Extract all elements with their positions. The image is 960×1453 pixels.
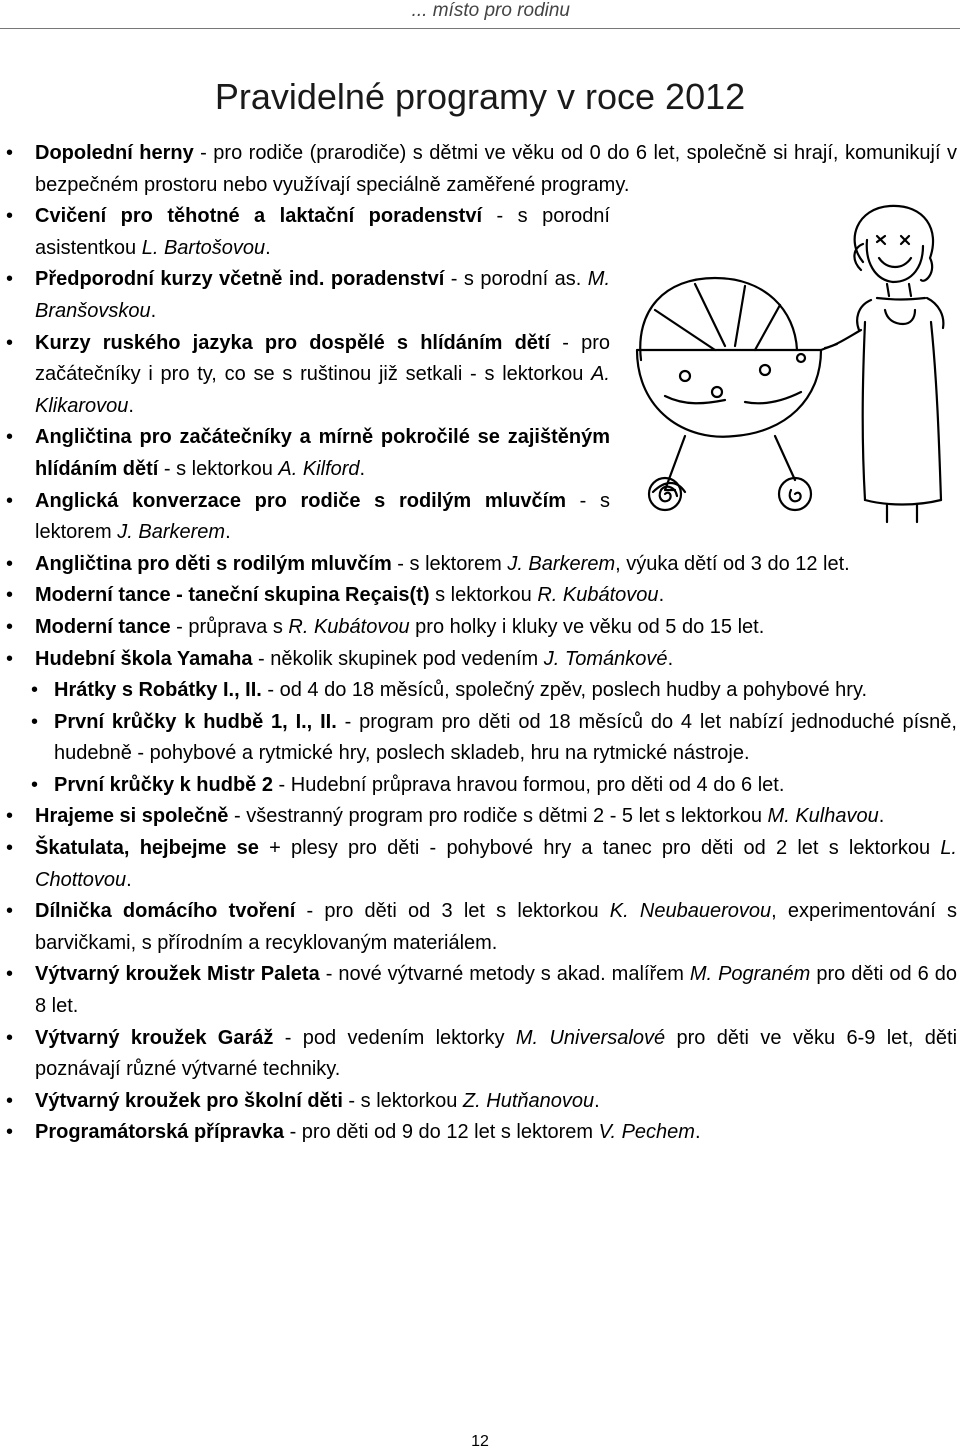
list-item: • Škatulata, hejbejme se + plesy pro děti - pohybové hry a tanec pro děti od 2 let s lektorkou L. Chottovou. <box>35 833 957 896</box>
list-item: • Cvičení pro těhotné a laktační poradenství - s porodní asistentkou L. Bartošovou. <box>35 201 610 264</box>
list-item: • Angličtina pro děti s rodilým mluvčím - s lektorem J. Barkerem, výuka dětí od 3 do 12 let. <box>35 549 957 581</box>
list-item: • Dílnička domácího tvoření - pro děti od 3 let s lektorkou K. Neubauerovou, experimentování s barvičkami, s přírodním a recyklovaným materiálem. <box>35 896 957 959</box>
list-item: • Angličtina pro začátečníky a mírně pokročilé se zajištěným hlídáním dětí - s lektorkou A. Kilford. <box>35 422 610 485</box>
list-item: • Moderní tance - taneční skupina Reçais(t) s lektorkou R. Kubátovou. <box>35 580 957 612</box>
list-item: • Hrajeme si společně - všestranný program pro rodiče s dětmi 2 - 5 let s lektorkou M. Kulhavou. <box>35 801 957 833</box>
list-item: • Výtvarný kroužek pro školní děti - s lektorkou Z. Hutňanovou. <box>35 1086 957 1118</box>
list-item: • Kurzy ruského jazyka pro dospělé s hlídáním dětí - pro začátečníky i pro ty, co se s ruštinou již setkali - s lektorkou A. Klikarovou. <box>35 328 610 423</box>
list-item: • Předporodní kurzy včetně ind. poradenství - s porodní as. M. Branšovskou. <box>35 264 610 327</box>
sub-list-item: • První krůčky k hudbě 1, I., II. - program pro děti od 18 měsíců do 4 let nabízí jednoduché písně, hudebně - pohybové a rytmické hry, poslech skladeb, hru na rytmické nástroje. <box>54 707 957 770</box>
sub-list-item: • Hrátky s Robátky I., II. - od 4 do 18 měsíců, společný zpěv, poslech hudby a pohybové hry. <box>54 675 957 707</box>
page-header <box>0 0 960 26</box>
page-number: 12 <box>471 1433 489 1450</box>
program-list <box>35 138 957 1149</box>
list-item: • Výtvarný kroužek Garáž - pod vedením lektorky M. Universalové pro děti ve věku 6-9 let, děti poznávají různé výtvarné techniky. <box>35 1023 957 1086</box>
header-text: ... místo pro rodinu <box>411 0 570 21</box>
list-item: • Dopolední herny - pro rodiče (prarodiče) s dětmi ve věku od 0 do 6 let, společně si hrají, komunikují v bezpečném prostoru nebo využívají speciálně zaměřené programy. <box>35 138 957 201</box>
page-title: Pravidelné programy v roce 2012 <box>214 76 746 117</box>
list-item: • Programátorská přípravka - pro děti od 9 do 12 let s lektorem V. Pechem. <box>35 1117 957 1149</box>
list-item: • Výtvarný kroužek Mistr Paleta - nové výtvarné metody s akad. malířem M. Pograném pro děti od 6 do 8 let. <box>35 959 957 1022</box>
header-divider <box>0 28 960 29</box>
list-item: • Anglická konverzace pro rodiče s rodilým mluvčím - s lektorem J. Barkerem. <box>35 486 610 549</box>
list-item: • Hudební škola Yamaha - několik skupinek pod vedením J. Tománkové. <box>35 644 957 676</box>
list-item: • Moderní tance - průprava s R. Kubátovou pro holky i kluky ve věku od 5 do 15 let. <box>35 612 957 644</box>
sub-list-item: • První krůčky k hudbě 2 - Hudební průprava hravou formou, pro děti od 4 do 6 let. <box>54 770 957 802</box>
